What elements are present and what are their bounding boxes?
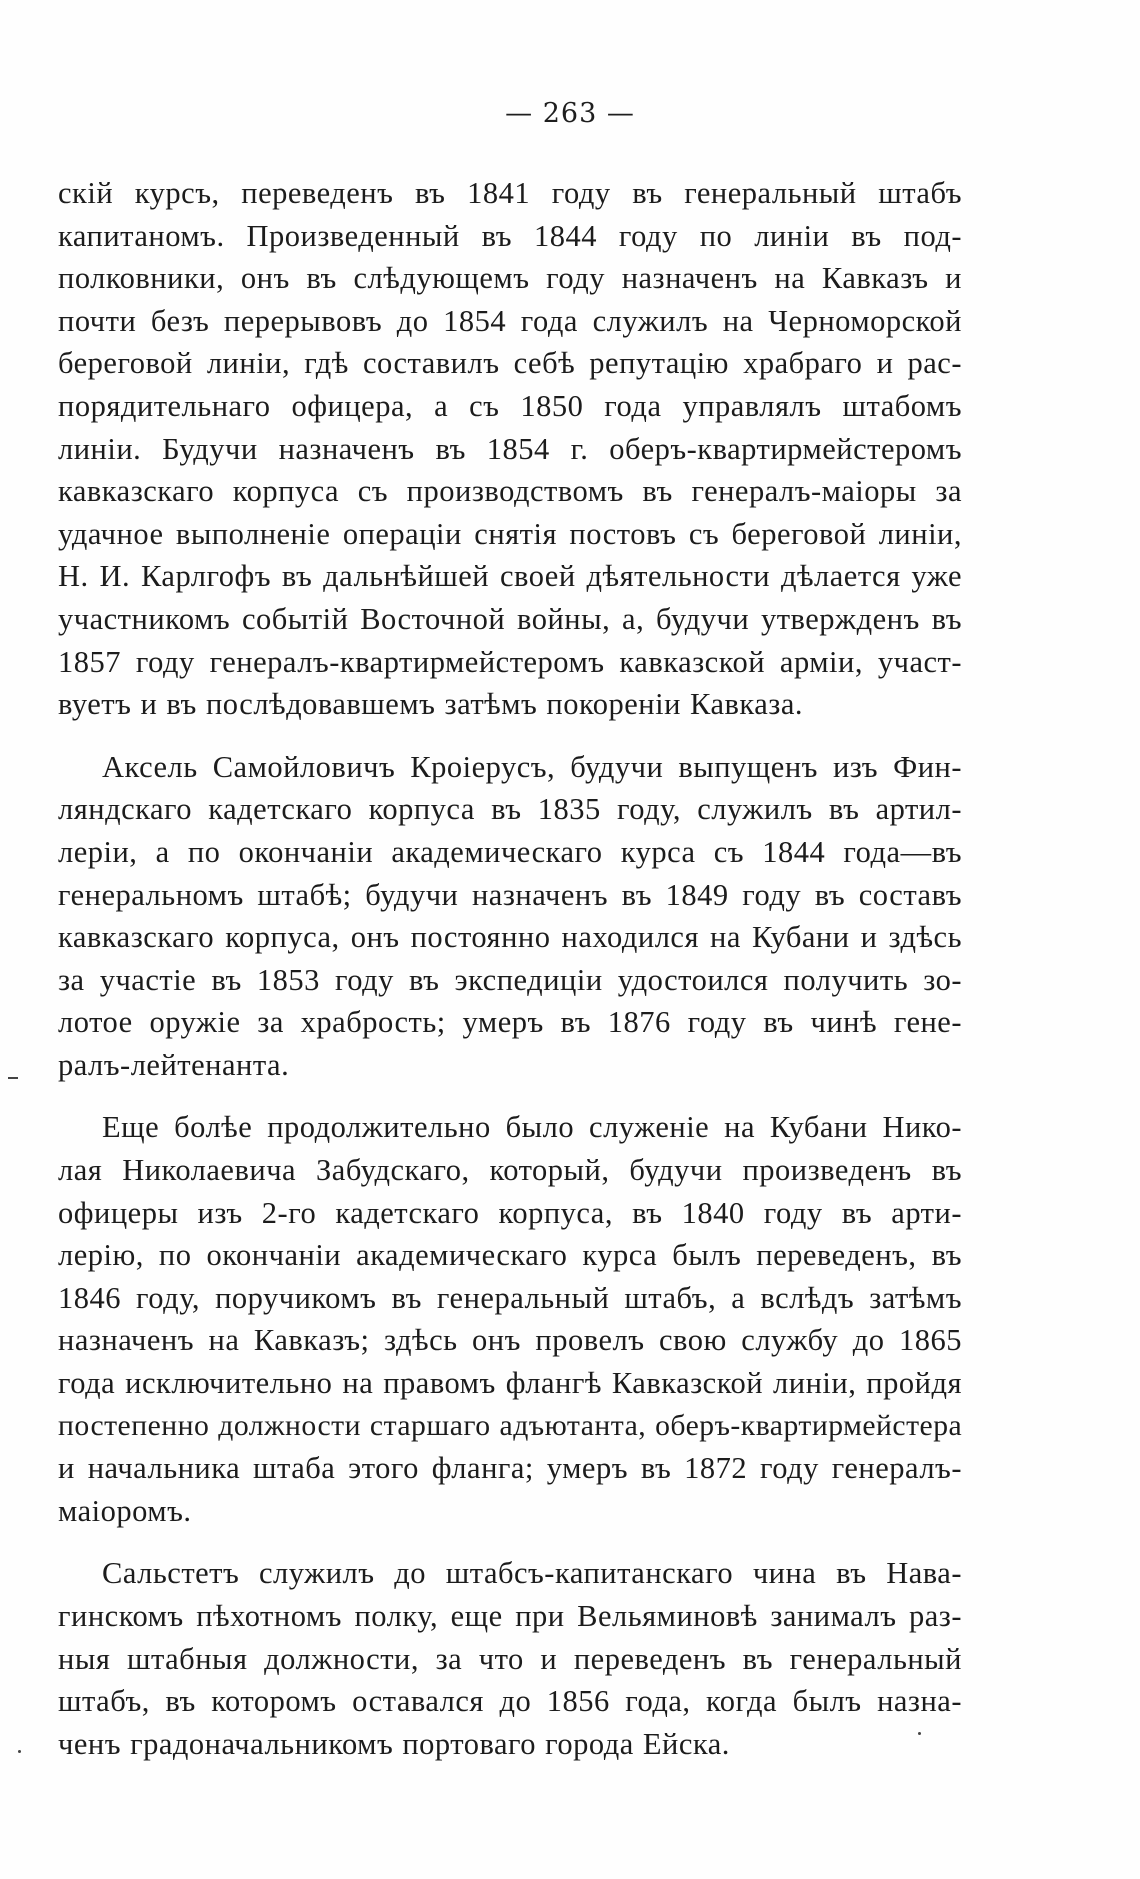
text-line: участникомъ событій Восточной войны, а, будучи утвержденъ въ [58, 601, 962, 636]
text-line: года исключительно на правомъ флангѣ Кавказской линіи, пройдя [58, 1366, 962, 1401]
text-line: маіоромъ. [58, 1493, 192, 1528]
text-line: Н. И. Карлгофъ въ дальнѣйшей своей дѣятельности дѣлается уже [58, 559, 962, 594]
text-line: 1846 году, поручикомъ въ генеральный штабъ, а вслѣдъ затѣмъ [58, 1280, 962, 1315]
text-line: Еще болѣе продолжительно было служеніе на Кубани Нико- [102, 1110, 962, 1145]
text-line: и начальника штаба этого фланга; умеръ въ 1872 году генералъ- [58, 1451, 962, 1486]
text-line: Сальстетъ служилъ до штабсъ-капитанскаго чина въ Нава- [102, 1556, 962, 1591]
text-line: ныя штабныя должности, за что и переведенъ въ генеральный [58, 1641, 962, 1676]
text-line: кавказскаго корпуса, онъ постоянно находился на Кубани и здѣсь [58, 920, 962, 955]
paragraph-salstet [58, 1552, 962, 1765]
text-line: ченъ градоначальникомъ портоваго города Ейска. [58, 1726, 730, 1761]
paragraph-karlgof [58, 172, 962, 726]
text-line: скій курсъ, переведенъ въ 1841 году въ генеральный штабъ [58, 176, 962, 210]
body-text [58, 172, 962, 1765]
margin-dot [918, 1732, 921, 1735]
text-line: ляндскаго кадетскаго корпуса въ 1835 году, служилъ въ артил- [58, 792, 962, 827]
paragraph-gap [58, 1532, 962, 1552]
text-line: лерію, по окончаніи академическаго курса былъ переведенъ, въ [58, 1238, 962, 1273]
margin-dot [18, 1750, 21, 1753]
text-line: генеральномъ штабѣ; будучи назначенъ въ 1849 году въ составъ [58, 877, 962, 912]
text-line: вуетъ и въ послѣдовавшемъ затѣмъ покореніи Кавказа. [58, 687, 804, 722]
text-line: Аксель Самойловичъ Кроіерусъ, будучи выпущенъ изъ Фин- [102, 749, 962, 784]
text-line: береговой линіи, гдѣ составилъ себѣ репутацію храбраго и рас- [58, 346, 962, 381]
text-line: полковники, онъ въ слѣдующемъ году назначенъ на Кавказъ и [58, 261, 962, 296]
text-line: назначенъ на Кавказъ; здѣсь онъ провелъ свою службу до 1865 [58, 1323, 962, 1358]
text-line: линіи. Будучи назначенъ въ 1854 г. оберъ-квартирмейстеромъ [58, 431, 962, 466]
paragraph-kroierus [58, 746, 962, 1087]
text-line: штабъ, въ которомъ оставался до 1856 года, когда былъ назна- [58, 1684, 962, 1719]
paragraph-zabudsky [58, 1106, 962, 1532]
text-line: 1857 году генералъ-квартирмейстеромъ кавказской арміи, участ- [58, 644, 962, 679]
text-line: лотое оружіе за храбрость; умеръ въ 1876 году въ чинѣ гене- [58, 1005, 962, 1040]
text-line: постепенно должности старшаго адъютанта, оберъ-квартирмейстера [58, 1409, 963, 1442]
text-line: лая Николаевича Забудскаго, который, будучи произведенъ въ [58, 1153, 962, 1188]
text-line: капитаномъ. Произведенный въ 1844 году по линіи въ под- [58, 218, 962, 253]
paragraph-gap [58, 726, 962, 746]
text-line: офицеры изъ 2-го кадетскаго корпуса, въ 1840 году въ арти- [58, 1195, 962, 1230]
text-line: порядительнаго офицера, а съ 1850 года управлялъ штабомъ [58, 388, 962, 423]
text-line: за участіе въ 1853 году въ экспедиціи удостоился получить зо- [58, 962, 962, 997]
text-line: кавказскаго корпуса съ производствомъ въ генералъ-маіоры за [58, 474, 962, 509]
margin-mark [8, 1077, 18, 1079]
text-line: удачное выполненіе операціи снятія постовъ съ береговой линіи, [58, 516, 962, 551]
paragraph-gap [58, 1086, 962, 1106]
text-line: леріи, а по окончаніи академическаго курса съ 1844 года—въ [58, 834, 962, 869]
text-line: почти безъ перерывовъ до 1854 года служилъ на Черноморской [58, 303, 962, 338]
page-number: — 263 — [505, 98, 635, 129]
text-line: гинскомъ пѣхотномъ полку, еще при Вельяминовѣ занималъ раз- [58, 1599, 962, 1633]
text-line: ралъ-лейтенанта. [58, 1047, 290, 1082]
